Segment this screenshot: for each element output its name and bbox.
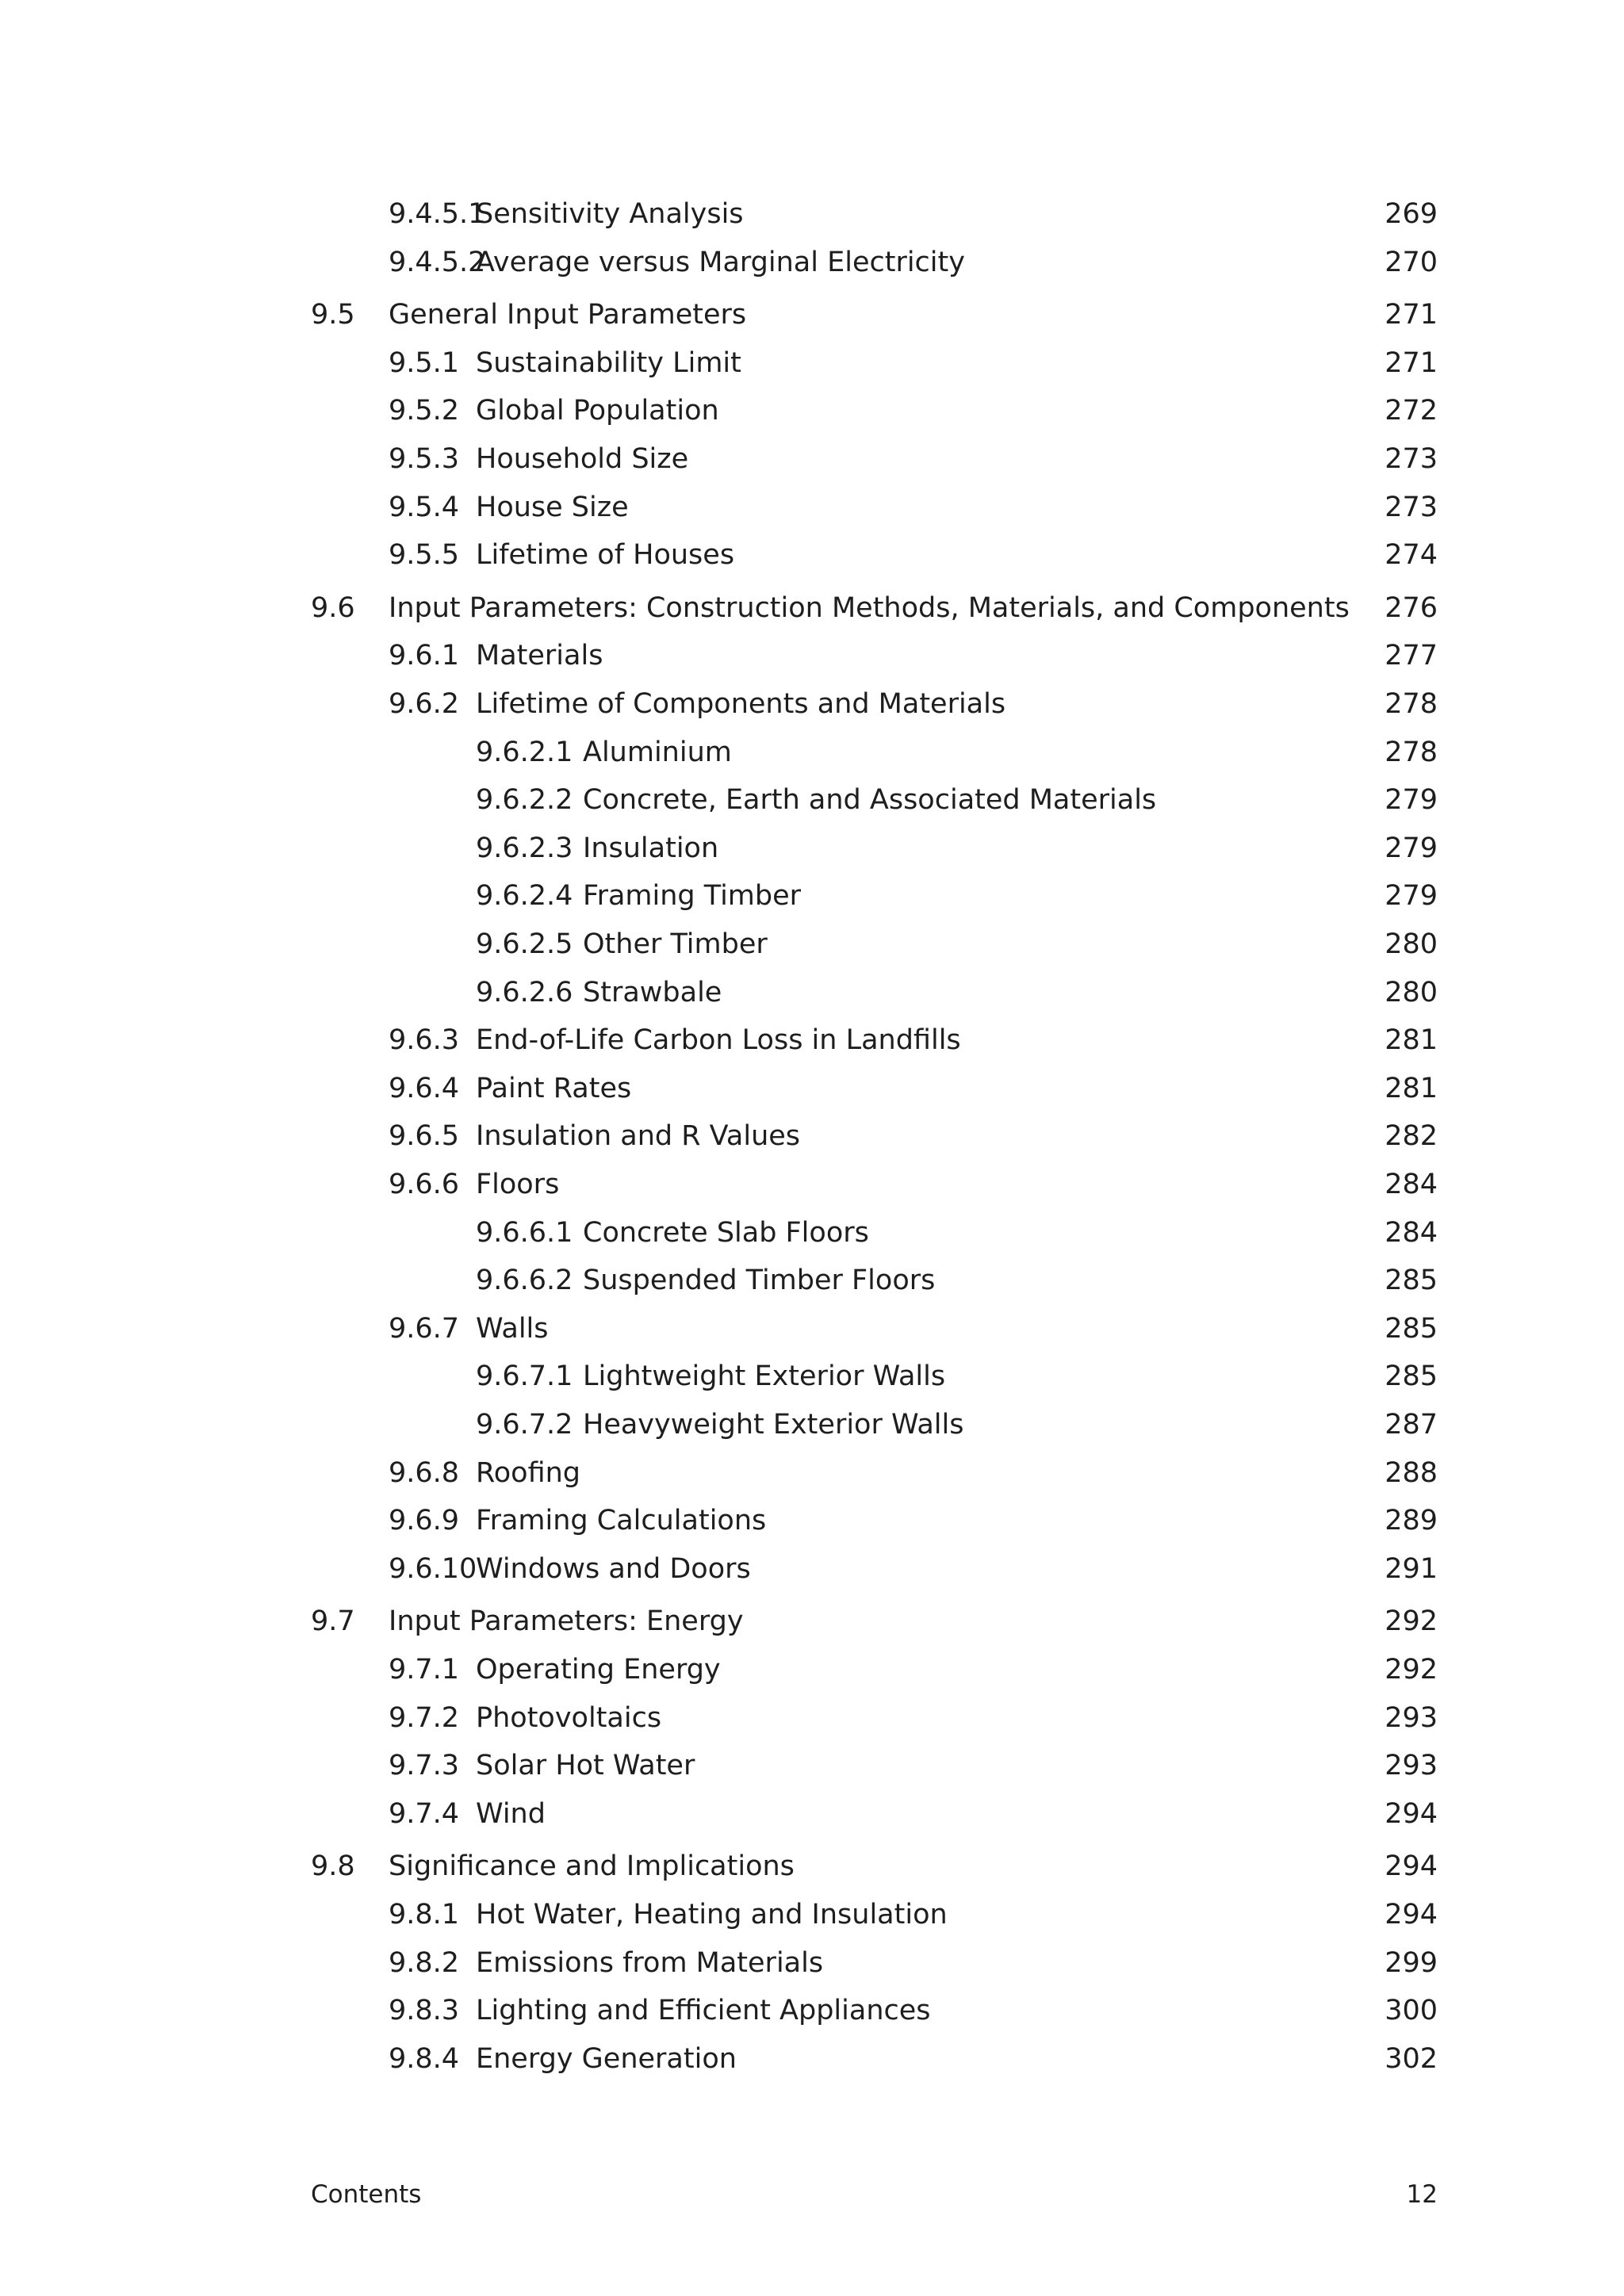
toc-entry-title: Input Parameters: Energy (389, 1605, 744, 1637)
toc-entry-page-number: 292 (1385, 1605, 1438, 1637)
toc-entry[interactable] (0, 389, 1624, 432)
toc-entry-page-number: 279 (1385, 880, 1438, 912)
toc-entry-page-number: 277 (1385, 640, 1438, 672)
toc-entry[interactable] (0, 731, 1624, 774)
toc-entry-page-number: 279 (1385, 784, 1438, 816)
toc-entry-title: Lighting and Efficient Appliances (476, 1995, 931, 2026)
toc-entry[interactable] (0, 438, 1624, 480)
toc-entry[interactable] (0, 634, 1624, 677)
toc-entry[interactable] (0, 874, 1624, 917)
toc-entry[interactable] (0, 1067, 1624, 1110)
toc-entry[interactable] (0, 1355, 1624, 1398)
toc-entry-number: 9.6.5 (389, 1120, 460, 1152)
toc-entry-number: 9.6.10 (389, 1553, 477, 1585)
toc-entry-page-number: 294 (1385, 1798, 1438, 1830)
toc-entry[interactable] (0, 587, 1624, 629)
toc-entry-page-number: 284 (1385, 1217, 1438, 1249)
toc-entry[interactable] (0, 1403, 1624, 1446)
toc-entry[interactable] (0, 1793, 1624, 1835)
toc-entry-page-number: 271 (1385, 299, 1438, 331)
toc-entry-page-number: 274 (1385, 539, 1438, 571)
toc-entry[interactable] (0, 1648, 1624, 1691)
toc-entry-title: Materials (476, 640, 603, 672)
toc-entry-title: Lifetime of Components and Materials (476, 688, 1006, 720)
toc-entry-page-number: 273 (1385, 443, 1438, 475)
toc-entry-number: 9.8.3 (389, 1995, 460, 2026)
toc-entry[interactable] (0, 971, 1624, 1014)
toc-entry[interactable] (0, 827, 1624, 870)
toc-entry-title: Suspended Timber Floors (583, 1265, 936, 1296)
toc-entry-title: Hot Water, Heating and Insulation (476, 1899, 948, 1931)
toc-entry-number: 9.5.2 (389, 395, 460, 427)
toc-entry-title: Lightweight Exterior Walls (583, 1360, 946, 1392)
toc-entry-number: 9.6.7.2 (476, 1409, 573, 1441)
toc-entry-number: 9.7.2 (389, 1702, 460, 1734)
toc-entry-number: 9.6.7.1 (476, 1360, 573, 1392)
toc-entry-title: Strawbale (583, 977, 722, 1008)
toc-entry[interactable] (0, 1163, 1624, 1206)
toc-entry[interactable] (0, 1744, 1624, 1787)
toc-entry-page-number: 294 (1385, 1850, 1438, 1882)
toc-entry-title: Walls (476, 1313, 549, 1345)
toc-entry-page-number: 299 (1385, 1947, 1438, 1979)
toc-entry-number: 9.6.6.2 (476, 1265, 573, 1296)
toc-entry-page-number: 280 (1385, 928, 1438, 960)
toc-entry[interactable] (0, 683, 1624, 725)
toc-entry-number: 9.8.1 (389, 1899, 460, 1931)
toc-entry-page-number: 289 (1385, 1505, 1438, 1536)
toc-entry-number: 9.6.2.6 (476, 977, 573, 1008)
toc-entry[interactable] (0, 1452, 1624, 1494)
toc-entry-number: 9.6.9 (389, 1505, 460, 1536)
toc-entry[interactable] (0, 1989, 1624, 2032)
toc-entry-page-number: 285 (1385, 1313, 1438, 1345)
toc-entry-number: 9.6.3 (389, 1024, 460, 1056)
toc-entry-page-number: 291 (1385, 1553, 1438, 1585)
toc-entry-title: House Size (476, 492, 629, 523)
toc-entry-page-number: 288 (1385, 1457, 1438, 1489)
toc-entry-title: Roofing (476, 1457, 581, 1489)
toc-entry[interactable] (0, 1893, 1624, 1936)
toc-entry-number: 9.6.6 (389, 1169, 460, 1200)
toc-entry[interactable] (0, 1115, 1624, 1158)
toc-entry-number: 9.5.4 (389, 492, 460, 523)
toc-entry-number: 9.6.2.1 (476, 737, 573, 768)
toc-entry-title: Solar Hot Water (476, 1750, 695, 1781)
toc-entry-number: 9.5.3 (389, 443, 460, 475)
toc-entry[interactable] (0, 1548, 1624, 1590)
toc-entry-number: 9.7.3 (389, 1750, 460, 1781)
toc-entry-title: Sustainability Limit (476, 347, 741, 379)
toc-entry[interactable] (0, 923, 1624, 966)
toc-entry[interactable] (0, 2038, 1624, 2080)
toc-entry-number: 9.6.8 (389, 1457, 460, 1489)
toc-entry[interactable] (0, 1019, 1624, 1062)
toc-entry-page-number: 273 (1385, 492, 1438, 523)
toc-entry-title: Insulation and R Values (476, 1120, 801, 1152)
toc-entry[interactable] (0, 779, 1624, 821)
toc-entry-number: 9.4.5.1 (389, 198, 486, 230)
toc-entry-title: Windows and Doors (476, 1553, 751, 1585)
toc-entry-number: 9.6 (311, 592, 355, 624)
toc-entry[interactable] (0, 486, 1624, 529)
toc-entry[interactable] (0, 1845, 1624, 1888)
toc-entry-title: Operating Energy (476, 1654, 721, 1686)
toc-entry-page-number: 287 (1385, 1409, 1438, 1441)
toc-entry-page-number: 285 (1385, 1360, 1438, 1392)
toc-entry-page-number: 293 (1385, 1750, 1438, 1781)
toc-entry-title: Insulation (583, 832, 719, 864)
toc-entry-page-number: 278 (1385, 737, 1438, 768)
toc-entry-page-number: 279 (1385, 832, 1438, 864)
toc-entry[interactable] (0, 1307, 1624, 1350)
toc-entry-page-number: 276 (1385, 592, 1438, 624)
toc-entry-page-number: 284 (1385, 1169, 1438, 1200)
toc-entry-number: 9.6.4 (389, 1073, 460, 1104)
toc-entry-page-number: 293 (1385, 1702, 1438, 1734)
toc-entry-page-number: 269 (1385, 198, 1438, 230)
toc-entry-title: Global Population (476, 395, 719, 427)
toc-entry[interactable] (0, 342, 1624, 385)
toc-entry-title: Heavyweight Exterior Walls (583, 1409, 964, 1441)
toc-entry[interactable] (0, 1942, 1624, 1984)
toc-entry-title: Framing Timber (583, 880, 802, 912)
toc-entry[interactable] (0, 1499, 1624, 1542)
footer-page-number: 12 (1406, 2180, 1438, 2209)
toc-entry-number: 9.6.6.1 (476, 1217, 573, 1249)
toc-entry-title: Framing Calculations (476, 1505, 767, 1536)
toc-entry[interactable] (0, 193, 1624, 235)
toc-entry[interactable] (0, 1600, 1624, 1643)
toc-entry-title: Concrete, Earth and Associated Materials (583, 784, 1157, 816)
toc-entry-title: Concrete Slab Floors (583, 1217, 869, 1249)
toc-entry-number: 9.5.5 (389, 539, 460, 571)
toc-entry-number: 9.4.5.2 (389, 247, 486, 278)
toc-entry-page-number: 282 (1385, 1120, 1438, 1152)
toc-entry-page-number: 280 (1385, 977, 1438, 1008)
toc-entry-title: General Input Parameters (389, 299, 747, 331)
toc-entry-page-number: 281 (1385, 1073, 1438, 1104)
toc-entry-title: Household Size (476, 443, 689, 475)
toc-entry-title: Photovoltaics (476, 1702, 662, 1734)
toc-entry-number: 9.6.1 (389, 640, 460, 672)
toc-entry-title: Wind (476, 1798, 546, 1830)
toc-entry-page-number: 302 (1385, 2043, 1438, 2075)
toc-entry-number: 9.7.1 (389, 1654, 460, 1686)
toc-entry-title: Average versus Marginal Electricity (476, 247, 965, 278)
toc-entry-page-number: 300 (1385, 1995, 1438, 2026)
toc-entry[interactable] (0, 1259, 1624, 1302)
footer-section-label: Contents (311, 2180, 422, 2209)
toc-entry-title: End-of-Life Carbon Loss in Landfills (476, 1024, 961, 1056)
toc-entry[interactable] (0, 1211, 1624, 1254)
toc-entry[interactable] (0, 1697, 1624, 1739)
toc-entry-page-number: 294 (1385, 1899, 1438, 1931)
toc-entry-title: Other Timber (583, 928, 768, 960)
toc-entry-page-number: 281 (1385, 1024, 1438, 1056)
toc-entry-title: Floors (476, 1169, 560, 1200)
toc-entry-number: 9.6.2.3 (476, 832, 573, 864)
toc-entry-page-number: 278 (1385, 688, 1438, 720)
toc-entry-page-number: 270 (1385, 247, 1438, 278)
toc-entry-number: 9.6.2.5 (476, 928, 573, 960)
toc-entry-title: Lifetime of Houses (476, 539, 735, 571)
toc-entry[interactable] (0, 293, 1624, 336)
toc-entry-title: Energy Generation (476, 2043, 737, 2075)
toc-entry[interactable] (0, 534, 1624, 576)
toc-entry-title: Input Parameters: Construction Methods, Materials, and Components (389, 592, 1350, 624)
toc-entry-number: 9.5.1 (389, 347, 460, 379)
toc-entry-number: 9.8 (311, 1850, 355, 1882)
toc-entry-title: Sensitivity Analysis (476, 198, 744, 230)
toc-entry-title: Paint Rates (476, 1073, 632, 1104)
toc-entry-number: 9.6.2.4 (476, 880, 573, 912)
toc-entry-number: 9.8.2 (389, 1947, 460, 1979)
toc-entry-page-number: 292 (1385, 1654, 1438, 1686)
toc-entry-title: Significance and Implications (389, 1850, 795, 1882)
toc-entry-number: 9.8.4 (389, 2043, 460, 2075)
toc-entry-number: 9.6.7 (389, 1313, 460, 1345)
toc-entry-number: 9.5 (311, 299, 355, 331)
toc-entry-title: Emissions from Materials (476, 1947, 824, 1979)
toc-entry-number: 9.7 (311, 1605, 355, 1637)
toc-entry-page-number: 285 (1385, 1265, 1438, 1296)
toc-entry[interactable] (0, 241, 1624, 284)
toc-entry-number: 9.7.4 (389, 1798, 460, 1830)
toc-entry-number: 9.6.2.2 (476, 784, 573, 816)
toc-entry-number: 9.6.2 (389, 688, 460, 720)
toc-entry-page-number: 272 (1385, 395, 1438, 427)
toc-entry-title: Aluminium (583, 737, 732, 768)
toc-entry-page-number: 271 (1385, 347, 1438, 379)
